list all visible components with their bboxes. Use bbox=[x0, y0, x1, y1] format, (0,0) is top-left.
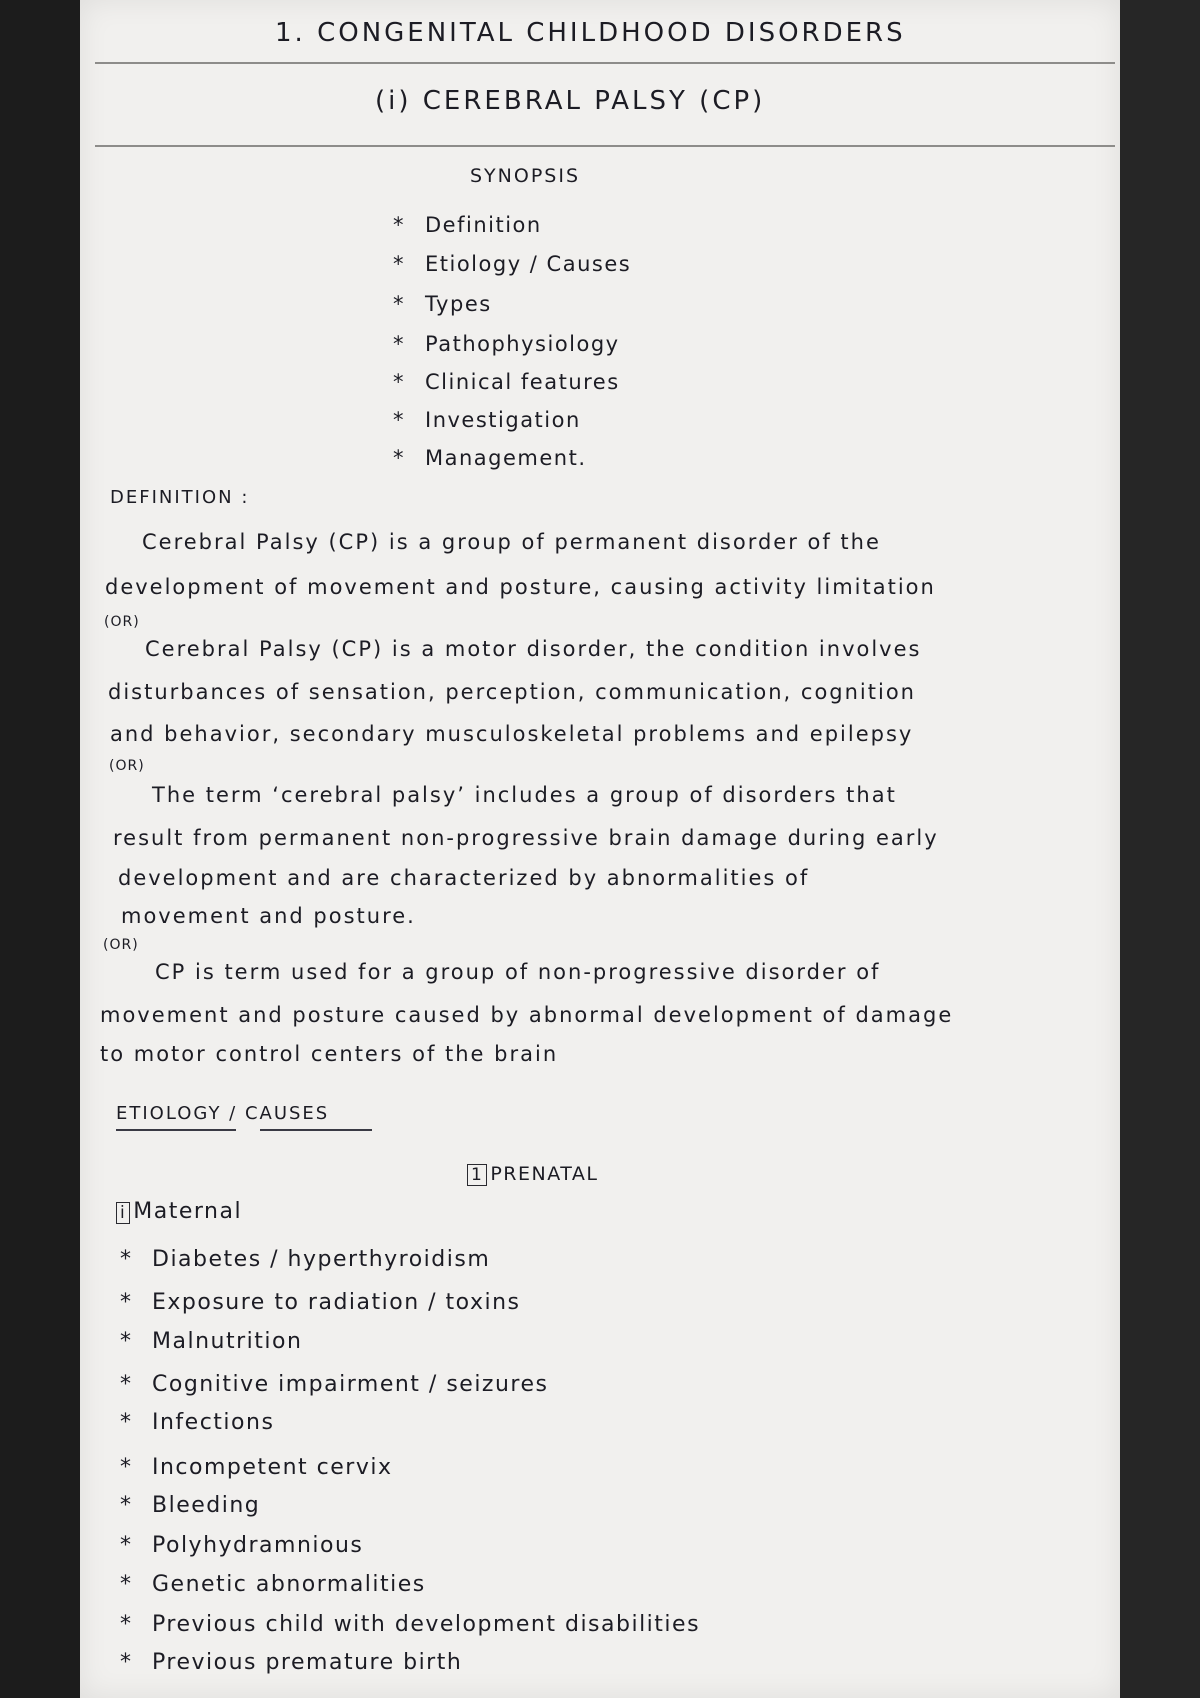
asterisk-icon: * bbox=[120, 1290, 133, 1315]
synopsis-item: * Investigation bbox=[393, 408, 581, 432]
or-label: (OR) bbox=[109, 758, 145, 774]
definition-heading: DEFINITION : bbox=[110, 487, 250, 508]
asterisk-icon: * bbox=[393, 408, 405, 432]
definition-line: Cerebral Palsy (CP) is a motor disorder, the condition involves bbox=[145, 637, 922, 661]
etiology-heading: ETIOLOGY / CAUSES bbox=[116, 1103, 330, 1124]
asterisk-icon: * bbox=[393, 213, 405, 237]
definition-line: to motor control centers of the brain bbox=[100, 1042, 559, 1066]
synopsis-item: * Etiology / Causes bbox=[393, 252, 632, 276]
etiology-underline bbox=[116, 1129, 236, 1131]
definition-line: development and are characterized by abnormalities of bbox=[118, 866, 810, 890]
definition-line: The term ‘cerebral palsy’ includes a group of disorders that bbox=[152, 783, 897, 807]
definition-line: development of movement and posture, causing activity limitation bbox=[105, 575, 936, 599]
asterisk-icon: * bbox=[120, 1372, 133, 1397]
list-item: * Cognitive impairment / seizures bbox=[120, 1372, 549, 1397]
definition-line: movement and posture caused by abnormal development of damage bbox=[100, 1003, 954, 1027]
number-box: i bbox=[116, 1202, 130, 1224]
asterisk-icon: * bbox=[120, 1455, 133, 1480]
list-item: * Polyhydramnious bbox=[120, 1533, 364, 1558]
synopsis-item: * Clinical features bbox=[393, 370, 620, 394]
asterisk-icon: * bbox=[120, 1572, 133, 1597]
asterisk-icon: * bbox=[393, 252, 405, 276]
list-item: * Bleeding bbox=[120, 1493, 261, 1518]
asterisk-icon: * bbox=[120, 1612, 133, 1637]
asterisk-icon: * bbox=[393, 370, 405, 394]
synopsis-item: * Management. bbox=[393, 446, 587, 470]
prenatal-heading: 1 PRENATAL bbox=[467, 1163, 598, 1186]
asterisk-icon: * bbox=[393, 292, 405, 316]
synopsis-item: * Types bbox=[393, 292, 492, 316]
definition-line: and behavior, secondary musculoskeletal problems and epilepsy bbox=[110, 722, 914, 746]
number-box: 1 bbox=[467, 1164, 487, 1186]
list-item: * Previous premature birth bbox=[120, 1650, 463, 1675]
list-item: * Diabetes / hyperthyroidism bbox=[120, 1247, 491, 1272]
asterisk-icon: * bbox=[120, 1493, 133, 1518]
scan-left-edge bbox=[0, 0, 80, 1698]
subtitle-rule bbox=[95, 145, 1115, 147]
title-rule bbox=[95, 62, 1115, 64]
definition-line: disturbances of sensation, perception, communication, cognition bbox=[108, 680, 916, 704]
definition-line: CP is term used for a group of non-progressive disorder of bbox=[155, 960, 881, 984]
asterisk-icon: * bbox=[120, 1247, 133, 1272]
list-item: * Genetic abnormalities bbox=[120, 1572, 426, 1597]
scan-right-edge bbox=[1120, 0, 1200, 1698]
list-item: * Previous child with development disabilities bbox=[120, 1612, 701, 1637]
synopsis-item: * Definition bbox=[393, 213, 542, 237]
asterisk-icon: * bbox=[120, 1533, 133, 1558]
asterisk-icon: * bbox=[120, 1329, 133, 1354]
page-title: 1. CONGENITAL CHILDHOOD DISORDERS bbox=[275, 18, 906, 48]
asterisk-icon: * bbox=[393, 332, 405, 356]
synopsis-item: * Pathophysiology bbox=[393, 332, 620, 356]
asterisk-icon: * bbox=[120, 1650, 133, 1675]
definition-line: Cerebral Palsy (CP) is a group of permanent disorder of the bbox=[142, 530, 881, 554]
synopsis-heading: SYNOPSIS bbox=[470, 165, 581, 187]
topic-subtitle: (i) CEREBRAL PALSY (CP) bbox=[375, 86, 766, 116]
asterisk-icon: * bbox=[393, 446, 405, 470]
list-item: * Infections bbox=[120, 1410, 275, 1435]
or-label: (OR) bbox=[103, 937, 139, 953]
list-item: * Exposure to radiation / toxins bbox=[120, 1290, 521, 1315]
or-label: (OR) bbox=[104, 614, 140, 630]
maternal-heading: i Maternal bbox=[116, 1199, 242, 1224]
asterisk-icon: * bbox=[120, 1410, 133, 1435]
list-item: * Incompetent cervix bbox=[120, 1455, 393, 1480]
definition-line: movement and posture. bbox=[121, 904, 416, 928]
list-item: * Malnutrition bbox=[120, 1329, 303, 1354]
causes-underline bbox=[260, 1129, 372, 1131]
definition-line: result from permanent non-progressive brain damage during early bbox=[113, 826, 939, 850]
